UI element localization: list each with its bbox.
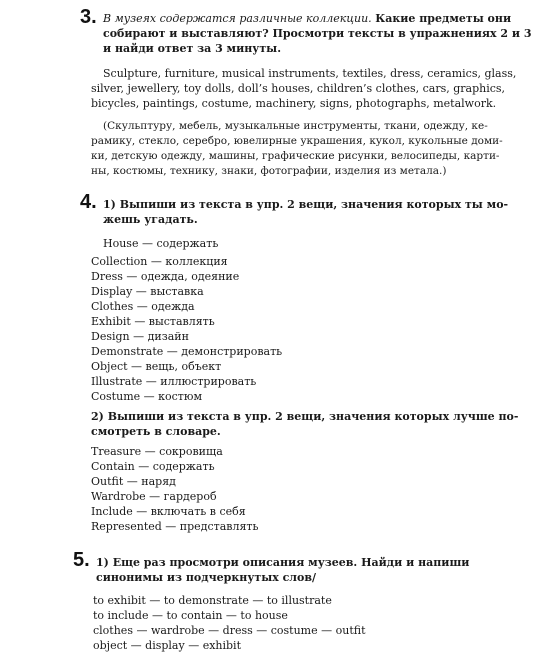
guess-word-item: Costume — костюм: [91, 390, 202, 403]
synonym-line: to exhibit — to demonstrate — to illustrate: [93, 594, 332, 607]
exercise-3-task-line-1: [103, 12, 511, 26]
exercise-3-number: 3.: [80, 6, 97, 28]
guess-word-item: Collection — коллекция: [91, 255, 228, 268]
guess-word-item: Design — дизайн: [91, 330, 189, 343]
guess-word-item: Dress — одежда, одеяние: [91, 270, 240, 283]
dictionary-word-item: Contain — содержать: [91, 460, 215, 473]
exercise-3-task-bold-1: Какие предметы они: [375, 12, 512, 25]
exercise-3-russian-line: (Скульптуру, мебель, музыкальные инструменты, ткани, одежду, ке-: [103, 120, 488, 132]
exercise-5-number: 5.: [73, 549, 90, 571]
dictionary-word-item: Outfit — наряд: [91, 475, 176, 488]
exercise-4-task-1-line-2: жешь угадать.: [103, 213, 198, 226]
exercise-5-task-line-2: синонимы из подчеркнутых слов/: [96, 571, 317, 584]
dictionary-word-item: Treasure — сокровища: [91, 445, 223, 458]
guess-word-item: Exhibit — выставлять: [91, 315, 215, 328]
guess-word-item: Demonstrate — демонстрировать: [91, 345, 283, 358]
exercise-4-task-2-line-1: 2) Выпиши из текста в упр. 2 вещи, значения которых лучше по-: [91, 410, 519, 423]
dictionary-word-item: Include — включать в себя: [91, 505, 246, 518]
exercise-4-task-1-line-1: 1) Выпиши из текста в упр. 2 вещи, значения которых ты мо-: [103, 198, 509, 211]
exercise-4-number: 4.: [80, 191, 97, 213]
guess-word-item: Object — вещь, объект: [91, 360, 222, 373]
synonym-line: object — display — exhibit: [93, 639, 241, 652]
exercise-3-english-line: bicycles, paintings, costume, machinery, signs, photographs, metalwork.: [91, 97, 497, 110]
exercise-3-task-line-3: и найди ответ за 3 минуты.: [103, 42, 282, 55]
exercise-3-task-line-2: собирают и выставляют? Просмотри тексты в упражнениях 2 и 3: [103, 27, 532, 40]
guess-word-item: Clothes — одежда: [91, 300, 195, 313]
exercise-3-english-line: silver, jewellery, toy dolls, doll’s houses, children’s clothes, cars, graphics,: [91, 82, 506, 95]
exercise-3-russian-line: ки, детскую одежду, машины, графические рисунки, велосипеды, карти-: [91, 150, 500, 162]
exercise-3-russian-line: ны, костюмы, технику, знаки, фотографии, изделия из метала.): [91, 165, 447, 177]
dictionary-word-item: Represented — представлять: [91, 520, 259, 533]
guess-word-item: Display — выставка: [91, 285, 204, 298]
exercise-3-russian-line: рамику, стекло, серебро, ювелирные украшения, кукол, кукольные доми-: [91, 135, 503, 147]
exercise-3-english-line: Sculpture, furniture, musical instruments, textiles, dress, ceramics, glass,: [103, 67, 517, 80]
guess-word-item: Illustrate — иллюстрировать: [91, 375, 257, 388]
guess-word-item: House — содержать: [103, 237, 219, 250]
synonym-line: to include — to contain — to house: [93, 609, 288, 622]
dictionary-word-item: Wardrobe — гардероб: [91, 490, 217, 503]
exercise-5-task-line-1: 1) Еще раз просмотри описания музеев. Найди и напиши: [96, 556, 470, 569]
exercise-3-task-italic: В музеях содержатся различные коллекции.: [103, 12, 372, 25]
exercise-4-task-2-line-2: смотреть в словаре.: [91, 425, 221, 438]
synonym-line: clothes — wardrobe — dress — costume — outfit: [93, 624, 366, 637]
